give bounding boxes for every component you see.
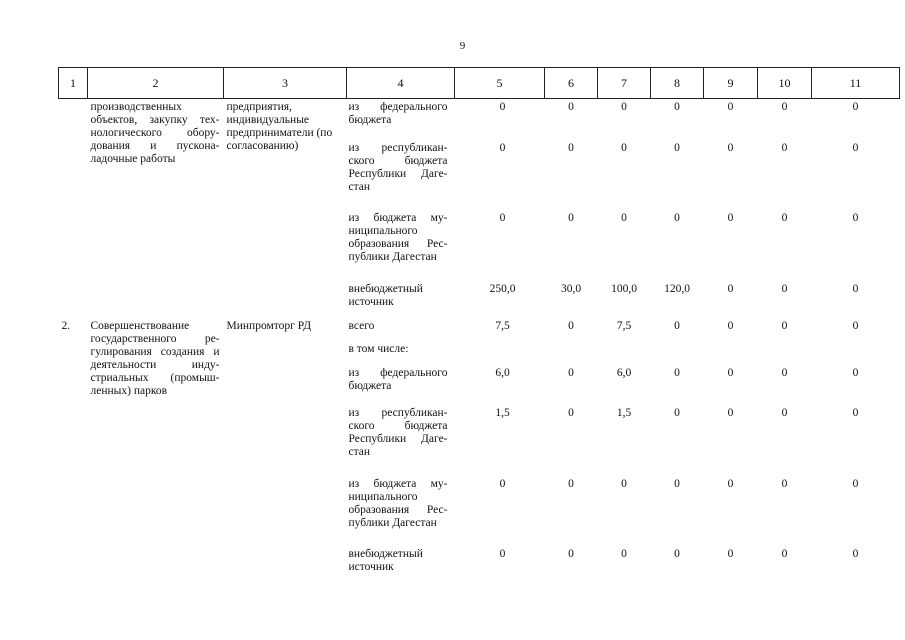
page-number: 9	[459, 40, 466, 52]
measure-name: производственных объектов, закупку тех-нологического обору-дования и пускона-ладочные работы	[90, 101, 220, 165]
amount-cell: 0	[727, 406, 734, 419]
measure-name: Совершенствование государственного ре-гулирования создания и деятельности инду-стриальных (промыш-ленных) парков	[90, 319, 220, 397]
row-number: 2.	[61, 319, 71, 332]
amount-cell: 0	[727, 101, 734, 113]
funding-source: из республикан-ского бюджета Республики Даге-стан	[348, 141, 448, 193]
amount-cell: 0	[621, 547, 627, 560]
table-body	[59, 99, 900, 582]
amount-cell: 0	[674, 477, 680, 490]
executor: предприятия, индивидуальные предприниматели (по согласованию)	[226, 101, 333, 152]
executor: Минпромторг РД	[226, 319, 312, 332]
amount-cell: 0	[499, 547, 506, 560]
amount-cell: 0	[852, 547, 859, 560]
funding-source: всего	[348, 319, 375, 332]
amount-cell: 1,5	[616, 406, 632, 419]
amount-cell: 0	[852, 282, 859, 295]
amount-cell	[545, 341, 598, 365]
amount-cell: 30,0	[560, 282, 582, 295]
amount-cell: 7,5	[495, 319, 510, 332]
amount-cell: 0	[781, 319, 788, 332]
amount-cell	[598, 341, 651, 365]
amount-cell: 0	[499, 101, 506, 113]
amount-cell: 0	[781, 547, 788, 560]
funding-source: внебюджетный источник	[348, 547, 423, 573]
amount-cell: 0	[727, 141, 734, 154]
amount-cell: 0	[568, 319, 574, 332]
amount-cell: 0	[499, 477, 506, 490]
amount-cell: 0	[781, 282, 788, 295]
column-header: 1	[59, 68, 88, 99]
amount-cell: 120,0	[664, 282, 690, 295]
amount-cell: 0	[621, 477, 627, 490]
amount-cell: 0	[674, 547, 680, 560]
amount-cell: 0	[727, 211, 734, 224]
amount-cell: 0	[674, 211, 680, 224]
amount-cell: 7,5	[616, 319, 632, 332]
column-header: 8	[651, 68, 704, 99]
column-header: 11	[812, 68, 900, 99]
amount-cell: 1,5	[495, 406, 510, 419]
column-header: 2	[88, 68, 224, 99]
amount-cell: 0	[568, 406, 574, 419]
amount-cell: 0	[568, 211, 574, 224]
amount-cell: 6,0	[495, 366, 510, 379]
amount-cell: 0	[568, 547, 574, 560]
amount-cell: 0	[727, 366, 734, 379]
funding-source: внебюджетный источник	[348, 282, 423, 308]
amount-cell: 0	[781, 141, 788, 154]
amount-cell: 0	[674, 141, 680, 154]
funding-source: из бюджета му-ниципального образования Рес-публики Дагестан	[348, 477, 448, 529]
funding-source: в том числе:	[348, 342, 409, 355]
amount-cell: 0	[852, 141, 859, 154]
column-header: 10	[758, 68, 812, 99]
amount-cell: 0	[781, 366, 788, 379]
column-header: 9	[704, 68, 758, 99]
amount-cell: 0	[674, 366, 680, 379]
amount-cell: 0	[781, 101, 788, 113]
amount-cell: 0	[621, 101, 627, 113]
amount-cell	[704, 341, 758, 365]
amount-cell: 0	[781, 477, 788, 490]
amount-cell: 0	[852, 477, 859, 490]
amount-cell: 0	[568, 141, 574, 154]
funding-source: из республикан-ского бюджета Республики Даге-стан	[348, 406, 448, 458]
amount-cell	[651, 341, 704, 365]
amount-cell: 0	[568, 366, 574, 379]
column-header: 7	[598, 68, 651, 99]
amount-cell: 0	[852, 406, 859, 419]
amount-cell	[812, 341, 900, 365]
amount-cell: 0	[852, 319, 859, 332]
table-row	[59, 99, 900, 140]
funding-source: из федерального бюджета	[348, 366, 448, 392]
amount-cell: 0	[568, 477, 574, 490]
funding-source: из федерального бюджета	[348, 101, 448, 126]
amount-cell: 0	[621, 211, 627, 224]
row-number	[59, 99, 88, 318]
amount-cell: 250,0	[489, 282, 516, 295]
amount-cell: 0	[852, 211, 859, 224]
amount-cell	[758, 341, 812, 365]
table-header-row	[59, 68, 900, 99]
column-header: 6	[545, 68, 598, 99]
amount-cell: 0	[727, 319, 734, 332]
column-header: 4	[347, 68, 455, 99]
amount-cell: 0	[674, 406, 680, 419]
amount-cell: 0	[674, 319, 680, 332]
amount-cell: 0	[621, 141, 627, 154]
amount-cell: 0	[727, 282, 734, 295]
amount-cell: 0	[852, 101, 859, 113]
amount-cell	[455, 341, 545, 365]
amount-cell: 6,0	[616, 366, 632, 379]
amount-cell: 0	[727, 547, 734, 560]
program-table	[58, 67, 900, 582]
amount-cell: 0	[674, 101, 680, 113]
column-header: 5	[455, 68, 545, 99]
column-header: 3	[224, 68, 347, 99]
amount-cell: 100,0	[611, 282, 637, 295]
table-row	[59, 318, 900, 341]
funding-source: из бюджета му-ниципального образования Рес-публики Дагестан	[348, 211, 448, 263]
amount-cell: 0	[727, 477, 734, 490]
amount-cell: 0	[499, 141, 506, 154]
amount-cell: 0	[568, 101, 574, 113]
amount-cell: 0	[499, 211, 506, 224]
amount-cell: 0	[781, 211, 788, 224]
amount-cell: 0	[781, 406, 788, 419]
amount-cell: 0	[852, 366, 859, 379]
